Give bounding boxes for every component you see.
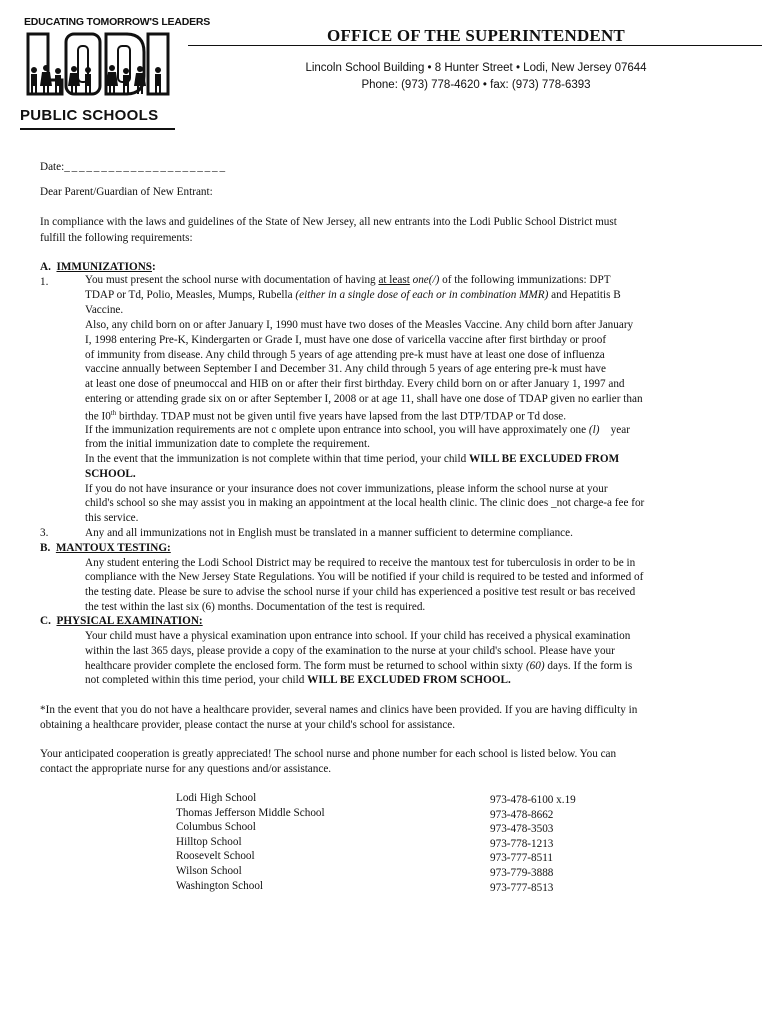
physical-line-1: Your child must have a physical examination upon entrance into school. If your child has received a physical examination: [85, 630, 631, 642]
text-segment-bold: WILL BE EXCLUDED FROM SCHOOL.: [307, 674, 511, 686]
immunization-line-2: [85, 288, 621, 302]
school-phone: 973-478-8662: [490, 808, 554, 821]
text-segment-italic: (l): [588, 424, 600, 436]
section-b-heading: [40, 541, 171, 555]
lodi-wordmark-graphic: [22, 30, 174, 102]
section-b-title: MANTOUX TESTING:: [55, 542, 171, 554]
section-a-letter: A.: [40, 261, 51, 273]
text-segment: and Hepatitis B: [551, 289, 621, 301]
logo-tagline: EDUCATING TOMORROW'S LEADERS: [24, 16, 211, 28]
immunization-line-18: Any and all immunizations not in English must be translated in a manner sufficient to determine compliance.: [85, 527, 573, 539]
date-blank: _ _ _ _ _ _ _ _ _ _ _ _ _ _ _ _ _ _ _ _ _ _: [64, 161, 225, 173]
text-segment: In the event that the immunization is not complete within that time period, your child: [85, 453, 467, 465]
closing-line-4: contact the appropriate nurse for any questions and/or assistance.: [40, 763, 332, 775]
text-segment: TDAP or Td, Polio, Measles, Mumps, Rubella: [85, 289, 293, 301]
section-c-title: PHYSICAL EXAMINATION:: [56, 615, 203, 627]
immunization-line-12: from the initial immunization date to complete the requirement.: [85, 438, 370, 450]
section-a-colon: :: [152, 261, 156, 273]
school-phone: 973-777-8511: [490, 852, 553, 865]
immunization-line-17: this service.: [85, 512, 139, 524]
section-b-letter: B.: [40, 542, 51, 554]
school-name-column: [176, 791, 325, 893]
district-logo: [20, 16, 211, 134]
school-phone: 973-478-6100 x.19: [490, 794, 576, 806]
section-a-heading: [40, 260, 156, 274]
item-number-3: 3.: [40, 527, 49, 539]
school-phone-column: [490, 793, 576, 895]
school-name: Wilson School: [176, 864, 242, 877]
closing-line-2: obtaining a healthcare provider, please contact the nurse at your child's school for assistance.: [40, 719, 456, 731]
school-name: Roosevelt School: [176, 850, 255, 863]
text-segment: birthday. TDAP must not be given until five years have lapsed from the last DTP/TDAP or Td dose.: [116, 410, 567, 423]
intro-line-2: fulfill the following requirements:: [40, 232, 193, 244]
immunization-line-7: vaccine annually between September I and December 31. Any child through 5 years of age entering pre-k must have: [85, 363, 606, 375]
immunization-line-9: entering or attending grade six on or after September I, 2008 or at age 11, shall have one dose of TDAP given no earlier than: [85, 393, 643, 405]
immunization-line-5: I, 1998 entering Pre-K, Kindergarten or Grade I, must have one dose of varicella vaccine after first birthday or proof: [85, 334, 607, 346]
section-c-letter: C.: [40, 615, 51, 627]
immunization-line-16: child's school so she may assist you in making an appointment at the local health clinic. The clinic does _not charge-a fee for: [85, 497, 645, 509]
text-segment: healthcare provider complete the enclosed form. The form must be returned to school within sixty: [85, 660, 524, 672]
section-a-title: IMMUNIZATIONS: [56, 261, 152, 273]
physical-line-3: [85, 659, 632, 673]
immunization-line-10: [85, 406, 566, 424]
superscript: th: [110, 409, 117, 417]
school-phone: 973-778-1213: [490, 837, 554, 850]
office-phone: Phone: (973) 778-4620 • fax: (973) 778-6393: [361, 79, 591, 91]
title-divider: [188, 45, 762, 46]
school-phone: 973-777-8513: [490, 881, 554, 894]
office-address: Lincoln School Building • 8 Hunter Street • Lodi, New Jersey 07644: [305, 62, 647, 74]
text-segment: year: [610, 424, 630, 436]
closing-line-3: Your anticipated cooperation is greatly appreciated! The school nurse and phone number for each school is listed below. You can: [40, 748, 617, 760]
immunization-line-8: at least one dose of pneumoccal and HIB on or after their first birthday. Every child born on or after January 1, 1997 and: [85, 378, 625, 390]
intro-line-1: In compliance with the laws and guidelines of the State of New Jersey, all new entrants into the Lodi Public School District must: [40, 216, 617, 228]
physical-line-2: within the last 365 days, please provide a copy of the examination to the nurse at your child's school. Please have your: [85, 645, 615, 657]
text-segment: the I0: [85, 410, 111, 423]
item-number-1: 1.: [40, 276, 49, 288]
immunization-line-13: [85, 452, 619, 466]
school-name: Hilltop School: [176, 835, 242, 848]
text-segment-bold: WILL BE EXCLUDED FROM: [469, 453, 620, 465]
immunization-line-4: Also, any child born on or after January I, 1990 must have two doses of the Measles Vaccine. Any child born after January: [85, 319, 634, 331]
section-c-heading: [40, 614, 203, 628]
school-name: Thomas Jefferson Middle School: [176, 806, 325, 819]
mantoux-line-4: the test within the last six (6) months. Documentation of the test is required.: [85, 601, 426, 613]
immunization-line-14: SCHOOL.: [85, 468, 136, 480]
date-label: Date:: [40, 161, 65, 173]
text-segment: If the immunization requirements are not c omplete upon entrance into school, you will have approximately one: [85, 424, 587, 436]
school-name: Washington School: [176, 879, 264, 892]
immunization-line-1: [85, 273, 611, 287]
salutation: Dear Parent/Guardian of New Entrant:: [40, 186, 213, 198]
school-name: Columbus School: [176, 821, 256, 834]
mantoux-line-3: the testing date. Please be sure to advise the school nurse if your child has experienced a positive test result or bas received: [85, 586, 636, 598]
text-segment-underlined: at least: [378, 274, 410, 286]
immunization-line-3: Vaccine.: [85, 304, 124, 316]
date-line: [40, 160, 225, 174]
immunization-line-6: of immunity from disease. Any child through 5 years of age attending pre-k must have at least one dose of influenza: [85, 349, 605, 361]
logo-subtitle: PUBLIC SCHOOLS: [20, 107, 159, 124]
school-phone: 973-478-3503: [490, 823, 554, 836]
text-segment-italic: (60): [525, 660, 545, 672]
text-segment: not completed within this time period, your child: [85, 674, 305, 686]
text-segment: of the following immunizations: DPT: [442, 274, 611, 286]
text-segment-italic: one(/): [412, 274, 440, 286]
closing-line-1: *In the event that you do not have a healthcare provider, several names and clinics have been provided. If you are having difficulty in: [40, 704, 638, 716]
mantoux-line-2: compliance with the New Jersey State Regulations. You will be notified if your child is required to be tested and informed of: [85, 571, 644, 583]
mantoux-line-1: Any student entering the Lodi School District may be required to receive the mantoux test for tuberculosis in order to be in: [85, 557, 636, 569]
text-segment: You must present the school nurse with documentation of having: [85, 274, 376, 286]
office-title: OFFICE OF THE SUPERINTENDENT: [327, 26, 625, 45]
immunization-line-15: If you do not have insurance or your insurance does not cover immunizations, please inform the school nurse at your: [85, 483, 608, 495]
school-name: Lodi High School: [176, 792, 257, 804]
text-segment-italic: (either in a single dose of each or in combination MMR): [295, 289, 549, 301]
physical-line-4: [85, 673, 511, 687]
immunization-line-11: [85, 423, 630, 437]
text-segment: days. If the form is: [547, 660, 633, 672]
school-phone: 973-779-3888: [490, 866, 554, 879]
logo-underline: [20, 128, 175, 130]
